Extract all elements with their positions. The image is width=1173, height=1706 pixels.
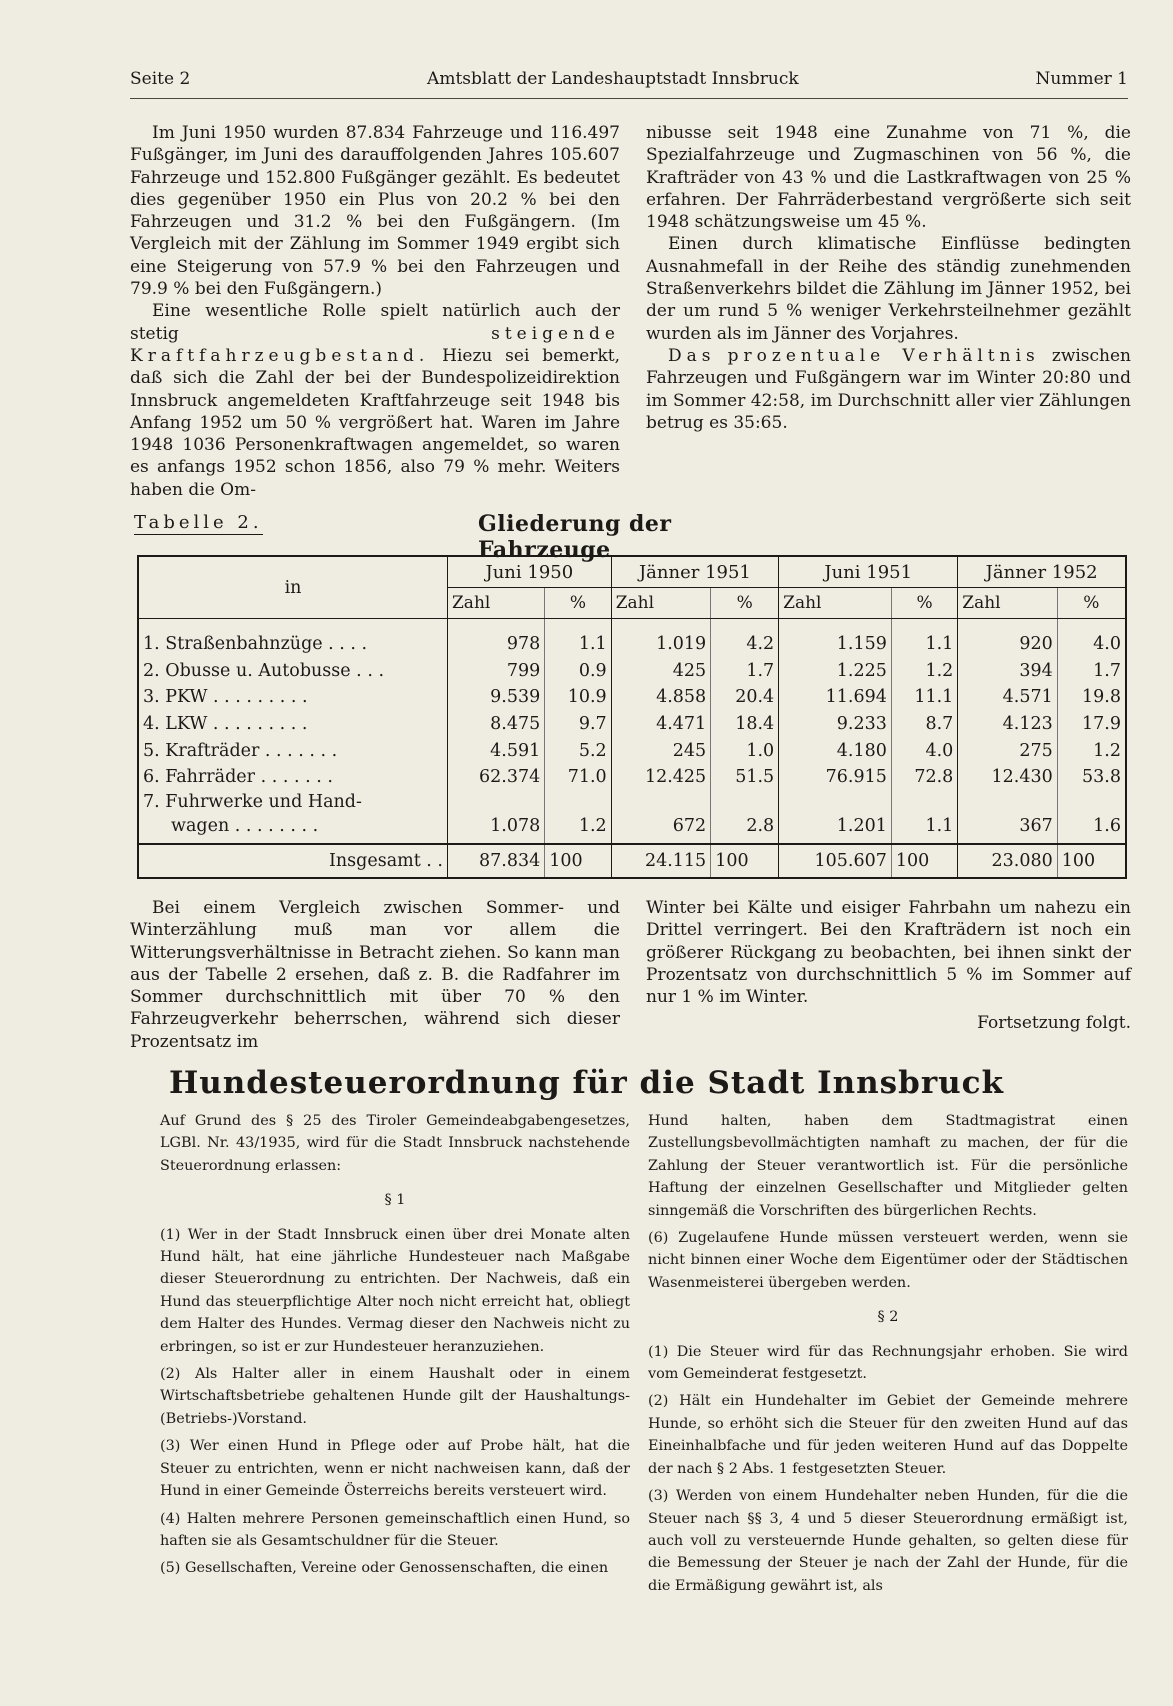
section-heading: § 1 bbox=[384, 1192, 406, 1209]
article1-text: zwischen Fahrzeugen und Fußgängern war im Winter 20:80 und im Sommer 42:58, im Durchschnitt aller vier Zählungen betrug es 35:65. bbox=[646, 345, 1132, 433]
article1-spaced-text: prozentuale Verhältnis bbox=[727, 345, 1040, 366]
table-row bbox=[138, 791, 1126, 813]
cell-count: 12.430 bbox=[958, 764, 1057, 791]
total-count: 105.607 bbox=[779, 844, 892, 878]
table-row bbox=[138, 764, 1126, 791]
article2-paragraph: (2) Hält ein Hundehalter im Gebiet der Gemeinde mehrere Hunde, so erhöht sich die Steuer für den zweiten Hund auf das Eineinhalbfache und für jeden weiteren Hund auf das Doppelte der nach § 2 Abs. 1 festgesetzten Steuer. bbox=[648, 1393, 1128, 1477]
total-label: Insgesamt . . bbox=[138, 844, 448, 878]
zahl-header: Zahl bbox=[779, 588, 892, 619]
cell-count: 1.019 bbox=[611, 619, 711, 658]
cell-percent: 19.8 bbox=[1057, 684, 1126, 711]
cell-count: 76.915 bbox=[779, 764, 892, 791]
cell-count: 672 bbox=[611, 813, 711, 844]
cell-count: 978 bbox=[448, 619, 545, 658]
row-label: 3. PKW . . . . . . . . . bbox=[138, 684, 448, 711]
cell-count: 62.374 bbox=[448, 764, 545, 791]
article2-paragraph: Hund halten, haben dem Stadtmagistrat einen Zustellungsbevollmächtigten namhaft zu machen, der für die Zahlung der Steuer verantwortlich ist. Für die persönliche Haftung der einzelnen Gesellschafter und Mitglieder gelten sinngemäß die Vorschriften des bürgerlichen Rechts. bbox=[648, 1113, 1128, 1219]
empty-cell bbox=[711, 791, 779, 813]
cell-percent: 1.2 bbox=[545, 813, 611, 844]
article1-text: Eine wesentliche Rolle spielt natürlich auch der stetig bbox=[130, 301, 620, 344]
percent-header: % bbox=[545, 588, 611, 619]
cell-count: 1.201 bbox=[779, 813, 892, 844]
article1-right-column bbox=[646, 122, 1131, 434]
percent-header: % bbox=[891, 588, 957, 619]
empty-cell bbox=[891, 791, 957, 813]
cell-percent: 4.0 bbox=[1057, 619, 1126, 658]
cell-percent: 1.6 bbox=[1057, 813, 1126, 844]
cell-count: 12.425 bbox=[611, 764, 711, 791]
cell-percent: 17.9 bbox=[1057, 711, 1126, 738]
cell-count: 9.539 bbox=[448, 684, 545, 711]
cell-count: 1.159 bbox=[779, 619, 892, 658]
cell-count: 4.858 bbox=[611, 684, 711, 711]
cell-percent: 11.1 bbox=[891, 684, 957, 711]
cell-percent: 1.1 bbox=[891, 619, 957, 658]
total-percent: 100 bbox=[545, 844, 611, 878]
cell-percent: 71.0 bbox=[545, 764, 611, 791]
article2-paragraph: (4) Halten mehrere Personen gemeinschaftlich einen Hund, so haften sie als Gesamtschuldner für die Steuer. bbox=[160, 1510, 630, 1549]
row-label: 2. Obusse u. Autobusse . . . bbox=[138, 658, 448, 685]
empty-cell bbox=[958, 791, 1057, 813]
cell-percent: 18.4 bbox=[711, 711, 779, 738]
continued-note: Fortsetzung folgt. bbox=[977, 1013, 1131, 1034]
table-title: Gliederung der Fahrzeuge bbox=[478, 511, 672, 563]
cell-count: 425 bbox=[611, 658, 711, 685]
article2-paragraph: (6) Zugelaufene Hunde müssen versteuert werden, wenn sie nicht binnen einer Woche dem Eigentümer oder der Städtischen Wasenmeisterei übergeben werden. bbox=[648, 1230, 1128, 1291]
cell-count: 1.078 bbox=[448, 813, 545, 844]
article1b-right-column bbox=[646, 897, 1131, 1035]
cell-count: 920 bbox=[958, 619, 1057, 658]
percent-header: % bbox=[711, 588, 779, 619]
cell-count: 4.180 bbox=[779, 737, 892, 764]
page-number: Seite 2 bbox=[130, 69, 191, 89]
row-label: 4. LKW . . . . . . . . . bbox=[138, 711, 448, 738]
cell-percent: 4.0 bbox=[891, 737, 957, 764]
empty-cell bbox=[611, 791, 711, 813]
cell-percent: 1.0 bbox=[711, 737, 779, 764]
cell-count: 245 bbox=[611, 737, 711, 764]
total-count: 23.080 bbox=[958, 844, 1057, 878]
table-row bbox=[138, 737, 1126, 764]
zahl-header: Zahl bbox=[448, 588, 545, 619]
issue-number: Nummer 1 bbox=[1035, 69, 1128, 89]
empty-cell bbox=[1057, 791, 1126, 813]
article2-title: Hundesteuerordnung für die Stadt Innsbruck bbox=[168, 1065, 1005, 1101]
cell-percent: 72.8 bbox=[891, 764, 957, 791]
cell-count: 4.571 bbox=[958, 684, 1057, 711]
table-label: Tabelle 2. bbox=[134, 512, 263, 533]
article1-text: Hiezu sei bemerkt, daß sich die Zahl der bei der Bundespolizeidirektion Innsbruck angemeldeten Kraftfahrzeuge seit 1948 bis Anfang 1952 um 50 % vergrößert hat. Waren im Jahre 1948 1036 Personenkraftwagen angemeldet, so waren es anfangs 1952 schon 1856, also 79 % mehr. Weiters haben die Om- bbox=[130, 345, 621, 500]
cell-percent: 1.1 bbox=[545, 619, 611, 658]
zahl-header: Zahl bbox=[611, 588, 711, 619]
cell-count: 799 bbox=[448, 658, 545, 685]
cell-percent: 1.7 bbox=[1057, 658, 1126, 685]
article1b-paragraph: Bei einem Vergleich zwischen Sommer- und Winterzählung muß man vor allem die Witterungsverhältnisse in Betracht ziehen. So kann man aus der Tabelle 2 ersehen, daß z. B. die Radfahrer im Sommer durchschnittlich mit über 70 % den Fahrzeugverkehr beherrschen, während sich dieser Prozentsatz im bbox=[130, 898, 620, 1052]
period-header: Jänner 1951 bbox=[611, 556, 778, 588]
cell-percent: 9.7 bbox=[545, 711, 611, 738]
data-table bbox=[137, 555, 1127, 879]
table-in-header: in bbox=[138, 556, 448, 619]
article2-left-column bbox=[160, 1110, 630, 1585]
article2-intro: Auf Grund des § 25 des Tiroler Gemeindeabgabengesetzes, LGBl. Nr. 43/1935, wird für die Stadt Innsbruck nachstehende Steuerordnung erlassen: bbox=[160, 1113, 630, 1174]
table-row bbox=[138, 813, 1126, 844]
cell-percent: 1.2 bbox=[1057, 737, 1126, 764]
cell-count: 4.123 bbox=[958, 711, 1057, 738]
article1b-paragraph: Winter bei Kälte und eisiger Fahrbahn um nahezu ein Drittel verringert. Bei den Krafträdern ist noch ein größerer Rückgang zu beobachten, bei ihnen sinkt der Prozentsatz von durchschnittlich 5 % im Sommer auf nur 1 % im Winter. bbox=[646, 898, 1131, 1008]
row-label: wagen . . . . . . . . bbox=[138, 813, 448, 844]
table-row bbox=[138, 619, 1126, 658]
total-count: 87.834 bbox=[448, 844, 545, 878]
header-divider bbox=[130, 98, 1128, 99]
total-percent: 100 bbox=[1057, 844, 1126, 878]
cell-percent: 8.7 bbox=[891, 711, 957, 738]
article2-paragraph: (3) Wer einen Hund in Pflege oder auf Probe hält, hat die Steuer zu entrichten, wenn er nicht nachweisen kann, daß der Hund in einer Gemeinde Österreichs bereits versteuert wird. bbox=[160, 1438, 630, 1500]
cell-count: 8.475 bbox=[448, 711, 545, 738]
publication-title: Amtsblatt der Landeshauptstadt Innsbruck bbox=[427, 69, 799, 89]
empty-cell bbox=[779, 791, 892, 813]
article2-paragraph: (3) Werden von einem Hundehalter neben Hunden, für die die Steuer nach §§ 3, 4 und 5 dieser Steuerordnung ermäßigt ist, auch voll zu versteuernde Hunde gehalten, so gelten diese für die Bemessung der Steuer je nach der Zahl der Hunde, für die die Ermäßigung gewährt ist, als bbox=[648, 1488, 1128, 1594]
row-label: 7. Fuhrwerke und Hand- bbox=[138, 791, 448, 813]
cell-percent: 1.7 bbox=[711, 658, 779, 685]
table-total-row bbox=[138, 844, 1126, 878]
period-header: Jänner 1952 bbox=[958, 556, 1126, 588]
table-row bbox=[138, 684, 1126, 711]
article2-paragraph: (1) Wer in der Stadt Innsbruck einen über drei Monate alten Hund hält, hat eine jährliche Hundesteuer nach Maßgabe dieser Steuerordnung zu entrichten. Der Nachweis, daß ein Hund das steuerpflichtige Alter noch nicht erreicht hat, obliegt dem Halter des Hundes. Vermag dieser den Nachweis nicht zu erbringen, so ist er zur Hundesteuer heranzuziehen. bbox=[160, 1226, 630, 1355]
cell-count: 1.225 bbox=[779, 658, 892, 685]
cell-count: 394 bbox=[958, 658, 1057, 685]
cell-percent: 2.8 bbox=[711, 813, 779, 844]
total-percent: 100 bbox=[711, 844, 779, 878]
cell-count: 367 bbox=[958, 813, 1057, 844]
period-header: Juni 1950 bbox=[448, 556, 612, 588]
cell-percent: 1.2 bbox=[891, 658, 957, 685]
article1-paragraph: Einen durch klimatische Einflüsse bedingten Ausnahmefall in der Reihe des ständig zunehmenden Straßenverkehrs bildet die Zählung im Jänner 1952, bei der um rund 5 % weniger Verkehrsteilnehmer gezählt wurden als im Jänner des Vorjahres. bbox=[646, 234, 1131, 344]
cell-count: 4.591 bbox=[448, 737, 545, 764]
row-label: 5. Krafträder . . . . . . . bbox=[138, 737, 448, 764]
period-header: Juni 1951 bbox=[779, 556, 958, 588]
total-count: 24.115 bbox=[611, 844, 711, 878]
article1-paragraph: nibusse seit 1948 eine Zunahme von 71 %, die Spezialfahrzeuge und Zugmaschinen von 56 %, die Krafträder von 43 % und die Lastkraftwagen von 25 % erfahren. Der Fahrräderbestand vergrößerte sich seit 1948 schätzungsweise um 45 %. bbox=[646, 123, 1131, 233]
total-percent: 100 bbox=[891, 844, 957, 878]
cell-percent: 1.1 bbox=[891, 813, 957, 844]
article1b-left-column bbox=[130, 897, 620, 1053]
article1-paragraph bbox=[646, 345, 1131, 434]
table-row bbox=[138, 658, 1126, 685]
percent-header: % bbox=[1057, 588, 1126, 619]
cell-count: 11.694 bbox=[779, 684, 892, 711]
empty-cell bbox=[545, 791, 611, 813]
cell-count: 4.471 bbox=[611, 711, 711, 738]
cell-percent: 4.2 bbox=[711, 619, 779, 658]
row-label: 1. Straßenbahnzüge . . . . bbox=[138, 619, 448, 658]
article1-spaced-text: Das bbox=[668, 345, 716, 366]
vehicle-table bbox=[137, 555, 1127, 885]
cell-percent: 10.9 bbox=[545, 684, 611, 711]
article2-paragraph: (2) Als Halter aller in einem Haushalt oder in einem Wirtschaftsbetriebe gehaltenen Hunde gilt der Haushaltungs-(Betriebs-)Vorstand. bbox=[160, 1366, 630, 1427]
article2-paragraph: (5) Gesellschaften, Vereine oder Genossenschaften, die einen bbox=[160, 1560, 609, 1577]
empty-cell bbox=[448, 791, 545, 813]
article1-left-column bbox=[130, 122, 620, 501]
cell-percent: 5.2 bbox=[545, 737, 611, 764]
page-header bbox=[130, 66, 1128, 92]
article1-paragraph: Im Juni 1950 wurden 87.834 Fahrzeuge und 116.497 Fußgänger, im Juni des darauffolgenden Jahres 105.607 Fahrzeuge und 152.800 Fußgänger gezählt. Es bedeutet dies gegenüber 1950 ein Plus von 20.2 % bei den Fahrzeugen und 31.2 % bei den Fußgängern. (Im Vergleich mit der Zählung im Sommer 1949 ergibt sich eine Steigerung von 57.9 % bei den Fahrzeugen und 79.9 % bei den Fußgängern.) bbox=[130, 123, 620, 300]
zahl-header: Zahl bbox=[958, 588, 1057, 619]
article1-paragraph bbox=[130, 300, 620, 501]
cell-count: 9.233 bbox=[779, 711, 892, 738]
row-label: 6. Fahrräder . . . . . . . bbox=[138, 764, 448, 791]
table-row bbox=[138, 711, 1126, 738]
cell-percent: 0.9 bbox=[545, 658, 611, 685]
article2-right-column bbox=[648, 1110, 1128, 1602]
cell-count: 275 bbox=[958, 737, 1057, 764]
cell-percent: 51.5 bbox=[711, 764, 779, 791]
cell-percent: 20.4 bbox=[711, 684, 779, 711]
article2-paragraph: (1) Die Steuer wird für das Rechnungsjahr erhoben. Sie wird vom Gemeinderat festgesetzt. bbox=[648, 1343, 1128, 1383]
cell-percent: 53.8 bbox=[1057, 764, 1126, 791]
section-heading: § 2 bbox=[877, 1309, 899, 1326]
article1-spaced-text: steigende Kraftfahrzeugbestand. bbox=[130, 323, 620, 366]
